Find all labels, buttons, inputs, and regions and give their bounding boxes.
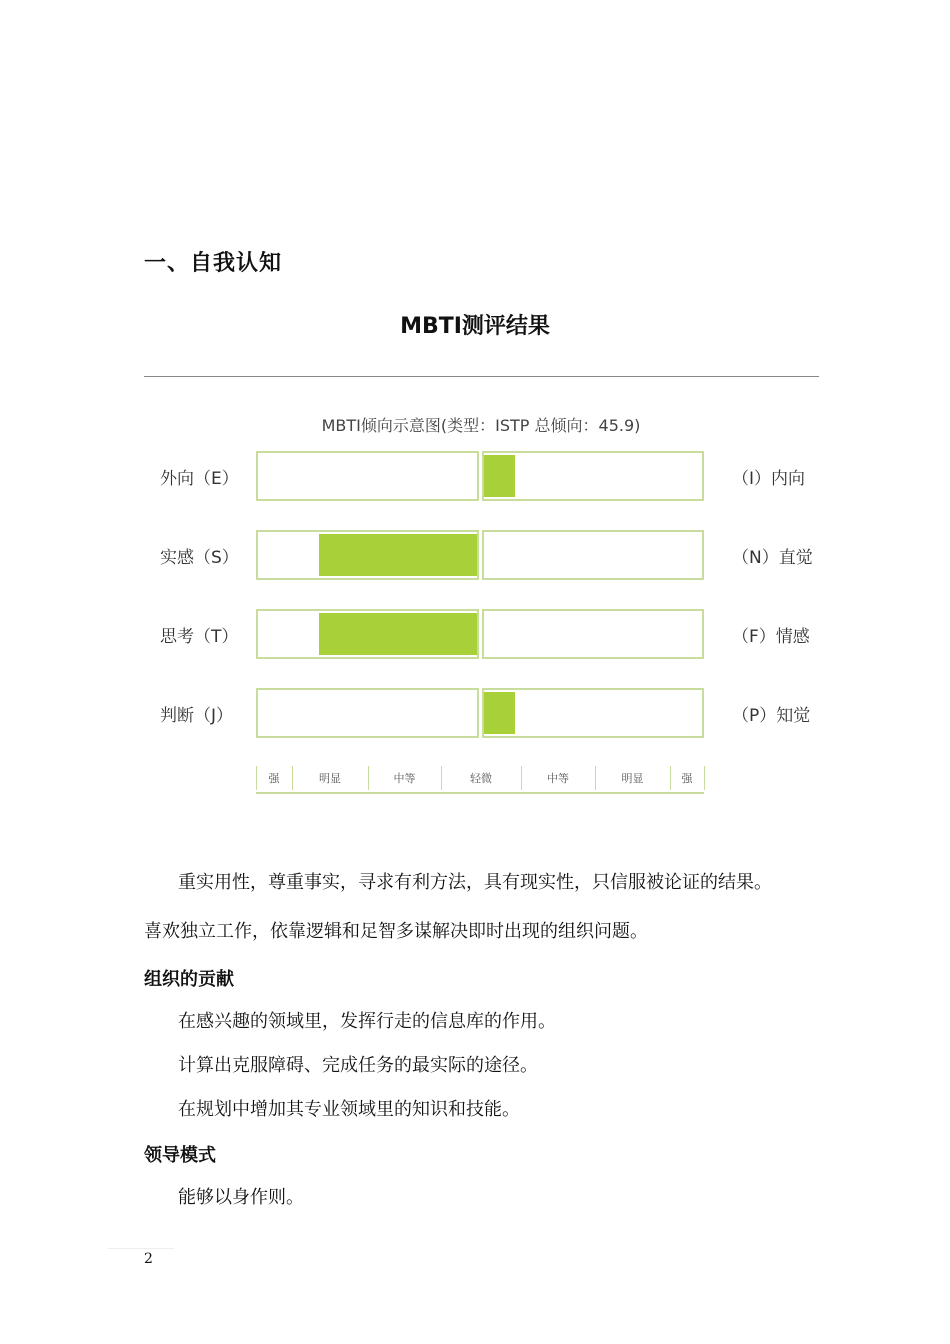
org-item-3: 在规划中增加其专业领域里的知识和技能。 (178, 1099, 520, 1120)
scale-label: 中等 (547, 772, 569, 785)
scale-label: 轻微 (470, 772, 492, 785)
dimension-left-label: 实感（S） (160, 548, 239, 568)
scale-label: 明显 (621, 772, 644, 785)
paragraph-1-line-2: 喜欢独立工作，依靠逻辑和足智多谋解决即时出现的组织问题。 (144, 921, 648, 942)
scale-tick (704, 766, 705, 790)
scale-tick (670, 766, 671, 790)
heading-leadership: 领导模式 (144, 1145, 216, 1166)
scale-label: 强 (681, 772, 693, 785)
dimension-right-label: （P）知觉 (732, 706, 811, 726)
dimension-right-label: （I）内向 (732, 469, 806, 489)
right-bar-track (482, 688, 704, 738)
tendency-bar (319, 613, 477, 655)
dimension-left-label: 外向（E） (160, 469, 239, 489)
left-bar-track (256, 451, 479, 501)
dimension-left-label: 判断（J） (160, 706, 234, 726)
tendency-bar (484, 455, 515, 497)
tendency-bar (484, 692, 515, 734)
scale-label: 中等 (393, 772, 416, 785)
tendency-bar (319, 534, 477, 576)
org-item-2: 计算出克服障碍、完成任务的最实际的途径。 (178, 1055, 538, 1076)
scale-label: 明显 (319, 772, 341, 785)
page-title: MBTI测评结果 (400, 314, 550, 339)
heading-org-contribution: 组织的贡献 (144, 969, 234, 990)
paragraph-1-line-1: 重实用性，尊重事实，寻求有利方法，具有现实性，只信服被论证的结果。 (178, 872, 772, 893)
right-bar-track (482, 609, 704, 659)
left-bar-track (256, 688, 479, 738)
right-bar-track (482, 451, 704, 501)
dimension-right-label: （F）情感 (732, 627, 810, 647)
leadership-item-1: 能够以身作则。 (178, 1187, 304, 1208)
scale-tick (292, 766, 293, 790)
dimension-right-label: （N）直觉 (732, 548, 813, 568)
scale-label: 强 (268, 772, 280, 785)
right-bar-track (482, 530, 704, 580)
footer-divider (108, 1248, 174, 1249)
divider (144, 376, 819, 377)
dimension-left-label: 思考（T） (160, 627, 239, 647)
scale-tick (441, 766, 442, 790)
scale-tick (521, 766, 522, 790)
page-number: 2 (144, 1251, 153, 1267)
scale-tick (595, 766, 596, 790)
section-heading: 一、自我认知 (144, 251, 283, 276)
chart-scale (256, 766, 704, 794)
chart-title: MBTI倾向示意图(类型：ISTP 总倾向：45.9) (321, 416, 641, 435)
scale-tick (368, 766, 369, 790)
org-item-1: 在感兴趣的领域里，发挥行走的信息库的作用。 (178, 1011, 556, 1032)
scale-tick (256, 766, 257, 790)
